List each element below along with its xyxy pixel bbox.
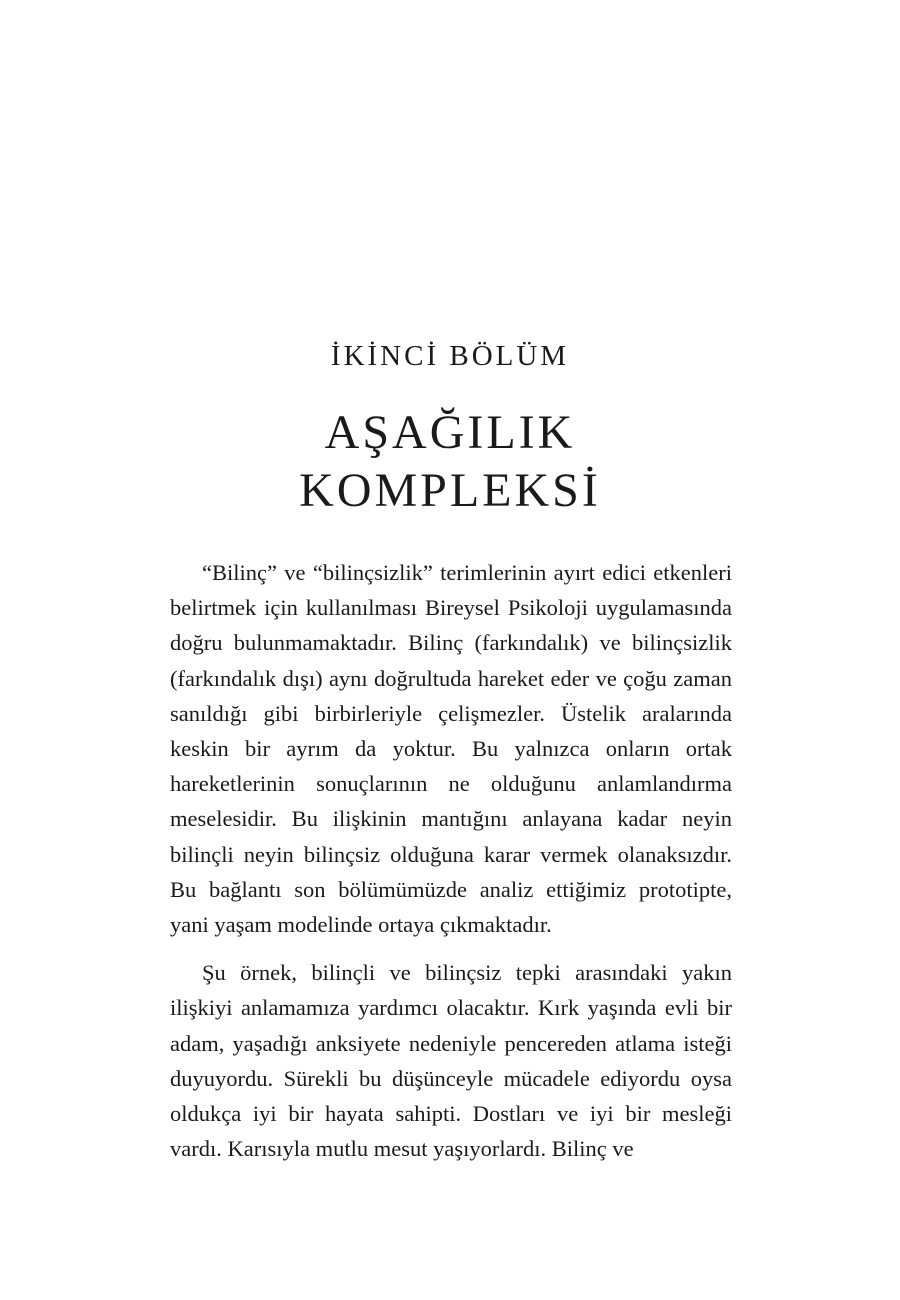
paragraph-1: “Bilinç” ve “bilinçsizlik” terimlerinin ayırt edici etkenleri belirtmek için kullanılması Bireysel Psikoloji uygulamasında doğru bulunmamaktadır. Bilinç (farkındalık) ve bilinçsizlik (farkındalık dışı) aynı doğrultuda hareket eder ve çoğu zaman sanıldığı gibi birbirleriyle çelişmezler. Üstelik aralarında keskin bir ayrım da yoktur. Bu yalnızca onların ortak hareketlerinin sonuçlarının ne olduğunu anlamlandırma meselesidir. Bu ilişkinin mantığını anlayana kadar neyin bilinçli neyin bilinçsiz olduğuna karar vermek olanaksızdır. Bu bağlantı son bölümümüzde analiz ettiğimiz prototipte, yani yaşam modelinde ortaya çıkmaktadır. — [170, 560, 732, 938]
body-text — [170, 555, 732, 1166]
chapter-title — [0, 404, 900, 520]
chapter-title-line-1: AŞAĞILIK — [324, 406, 576, 459]
paragraph-2: Şu örnek, bilinçli ve bilinçsiz tepki arasındaki yakın ilişkiyi anlamamıza yardımcı olacaktır. Kırk yaşında evli bir adam, yaşadığı anksiyete nedeniyle pencereden atlama isteği duyuyordu. Sürekli bu düşünceyle mücadele ediyordu oysa oldukça iyi bir hayata sahipti. Dostları ve iyi bir mesleği vardı. Karısıyla mutlu mesut yaşıyorlardı. Bilinç ve — [170, 960, 732, 1162]
chapter-title-line-2: KOMPLEKSİ — [299, 464, 601, 517]
chapter-label: İKİNCİ BÖLÜM — [330, 340, 570, 372]
